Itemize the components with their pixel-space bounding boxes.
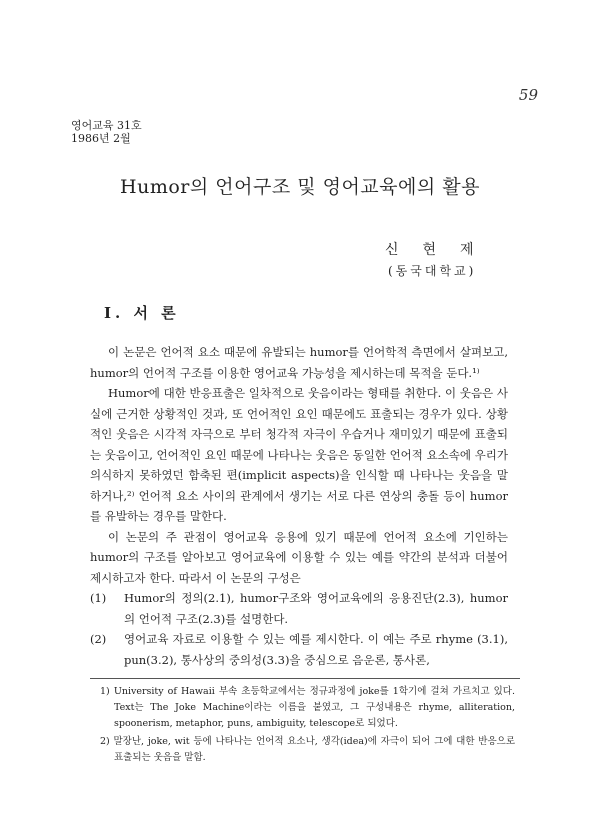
footnote: 1) University of Hawaii 부속 초등학교에서는 정규과정에 joke를 1학기에 걸쳐 가르치고 있다. Text는 The Joke Machine이라는 이름을 붙였고, 그 구성내용은 rhyme, alliteration, spoonerism, metaphor, puns, ambiguity, telescope로 되었다.	[100, 686, 515, 729]
list-item	[90, 629, 508, 670]
journal-date: 1986년 2월	[71, 132, 131, 145]
paragraph: 이 논문의 주 관점이 영어교육 응용에 있기 때문에 언어적 요소에 기인하는 humor의 구조를 알아보고 영어교육에 이용할 수 있는 예를 약간의 분석과 더불어 제시하고자 한다. 따라서 이 논문의 구성은	[90, 529, 508, 585]
list-item-number: (1)	[90, 591, 107, 605]
journal-info	[71, 119, 142, 145]
page-number: 59	[518, 86, 538, 104]
author-name: 신현제	[385, 242, 498, 258]
list-item	[90, 588, 508, 629]
paragraph: 이 논문은 언어적 요소 때문에 유발되는 humor를 언어학적 측면에서 살펴보고, humor의 언어적 구조를 이용한 영어교육 가능성을 제시하는데 목적을 둔다.¹⁾	[90, 345, 508, 380]
footnotes	[90, 684, 515, 768]
section-heading: Ⅰ. 서 론	[104, 304, 180, 322]
paper-title: Humor의 언어구조 및 영어교육에의 활용	[120, 176, 480, 198]
footnote: 2) 말장난, joke, wit 등에 나타나는 언어적 요소나, 생각(idea)에 자극이 되어 그에 대한 반응으로 표출되는 웃음을 말함.	[100, 736, 515, 763]
author-affiliation: (동국대학교)	[388, 264, 477, 278]
journal-issue: 영어교육 31호	[71, 119, 142, 132]
paragraph: Humor에 대한 반응표출은 일차적으로 웃음이라는 형태를 취한다. 이 웃음은 사실에 근거한 상황적인 것과, 또 언어적인 요인 때문에도 표출되는 경우가 있다. 상황적인 웃음은 시각적 자극으로 부터 청각적 자극이 우습거나 재미있기 때문에 표출되는 웃음이고, 언어적인 요인 때문에 나타나는 웃음은 동일한 언어적 요소속에 우리가 의식하지 못하였던 함축된 편(implicit aspects)을 인식할 때 나타나는 웃음을 말하거나,²⁾ 언어적 요소 사이의 관계에서 생기는 서로 다른 연상의 충돌 등이 humor를 유발하는 경우를 말한다.	[90, 386, 508, 523]
list-item-text: Humor의 정의(2.1), humor구조와 영어교육에의 응용진단(2.3), humor의 언어적 구조(2.3)를 설명한다.	[124, 591, 508, 626]
body-text	[90, 342, 508, 670]
footnote-divider	[90, 678, 520, 679]
list-item-text: 영어교육 자료로 이용할 수 있는 예를 제시한다. 이 예는 주로 rhyme (3.1), pun(3.2), 통사상의 중의성(3.3)을 중심으로 음운론, 통사론,	[124, 632, 508, 667]
list-item-number: (2)	[90, 632, 107, 646]
